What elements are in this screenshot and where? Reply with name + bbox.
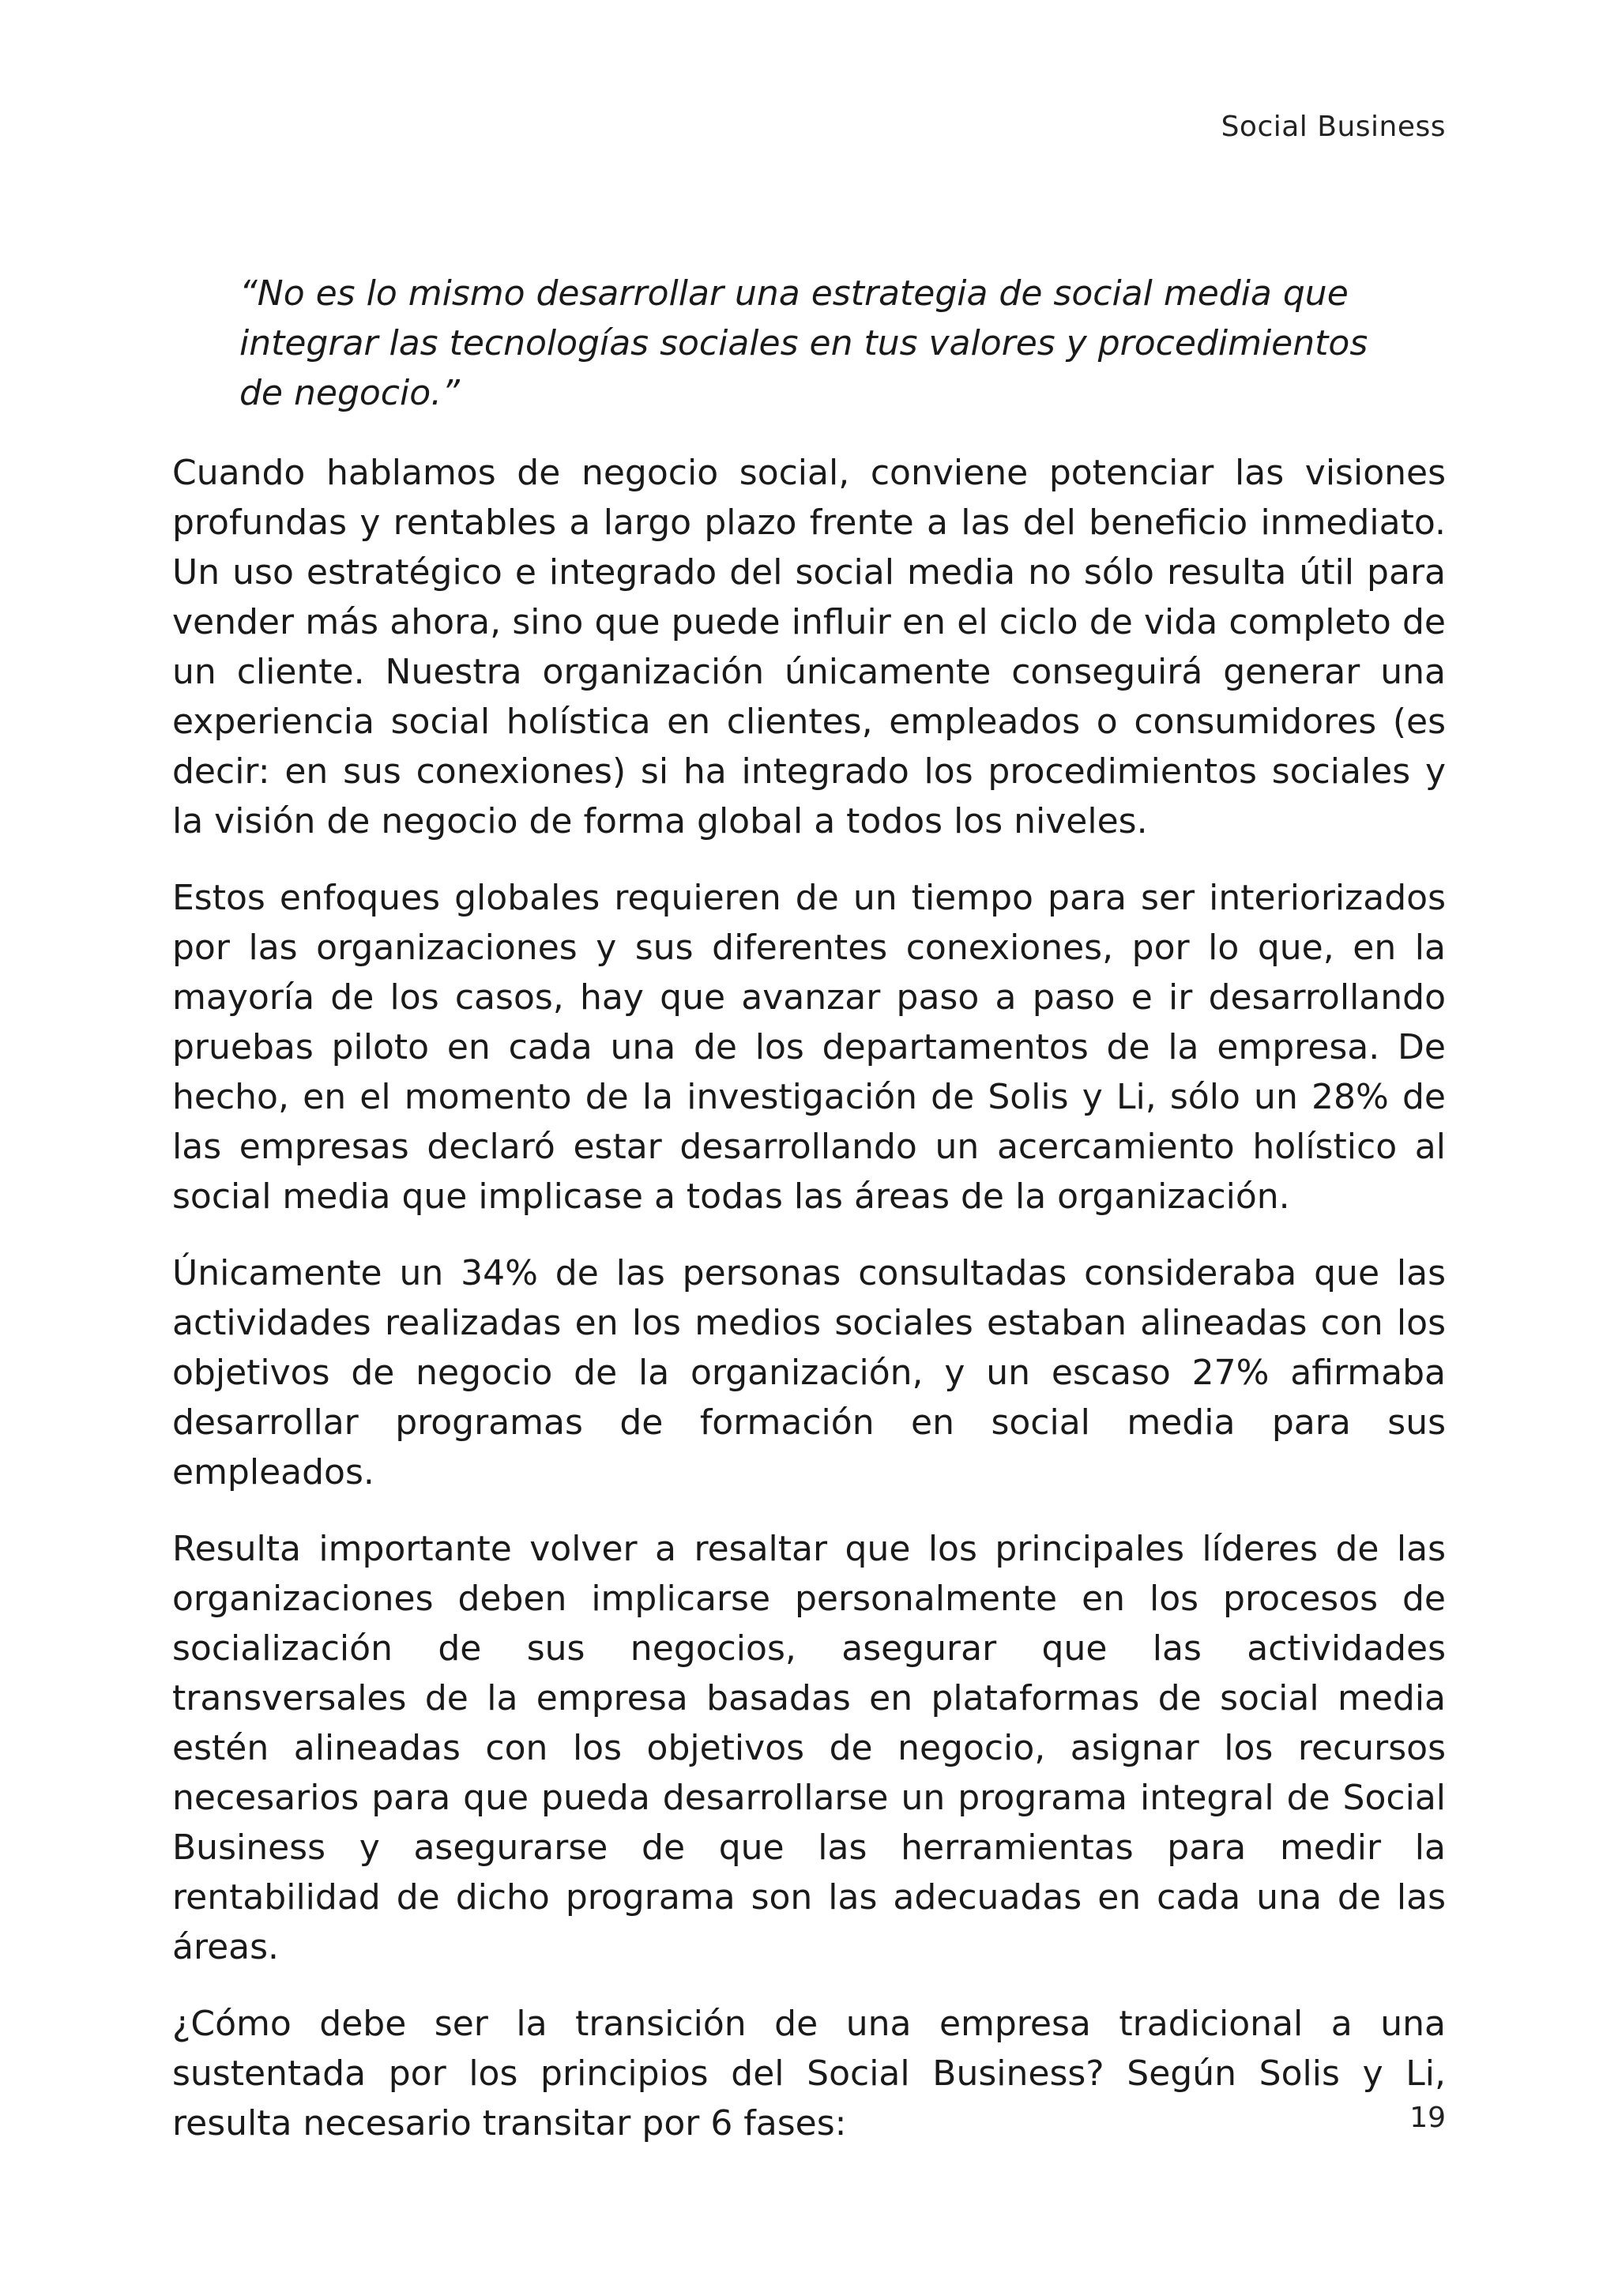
pull-quote: “No es lo mismo desarrollar una estrategia de social media que integrar las tecnologías sociales en tus valores y procedimientos de negocio.” <box>239 273 1368 413</box>
page-body <box>172 269 1446 2175</box>
paragraph-4: Resulta importante volver a resaltar que los principales líderes de las organizaciones deben implicarse personalmente en los procesos de socialización de sus negocios, asegurar que las actividades transversales de la empresa basadas en plataformas de social media estén alineadas con los objetivos de negocio, asignar los recursos necesarios para que pueda desarrollarse un programa integral de Social Business y asegurarse de que las herramientas para medir la rentabilidad de dicho programa son las adecuadas en cada una de las áreas. <box>172 1529 1446 1967</box>
paragraph-1: Cuando hablamos de negocio social, conviene potenciar las visiones profundas y rentables a largo plazo frente a las del beneficio inmediato. Un uso estratégico e integrado del social media no sólo resulta útil para vender más ahora, sino que puede influir en el ciclo de vida completo de un cliente. Nuestra organización únicamente conseguirá generar una experiencia social holística en clientes, empleados o consumidores (es decir: en sus conexiones) si ha integrado los procedimientos sociales y la visión de negocio de forma global a todos los niveles. <box>172 453 1446 841</box>
paragraph-3: Únicamente un 34% de las personas consultadas consideraba que las actividades realizadas en los medios sociales estaban alineadas con los objetivos de negocio de la organización, y un escaso 27% afirmaba desarrollar programas de formación en social media para sus empleados. <box>172 1253 1446 1492</box>
paragraph-5: ¿Cómo debe ser la transición de una empresa tradicional a una sustentada por los principios del Social Business? Según Solis y Li, resulta necesario transitar por 6 fases: <box>172 2004 1446 2144</box>
page-number: 19 <box>1409 2102 1446 2134</box>
running-header: Social Business <box>1221 111 1446 143</box>
paragraph-2: Estos enfoques globales requieren de un tiempo para ser interiorizados por las organizaciones y sus diferentes conexiones, por lo que, en la mayoría de los casos, hay que avanzar paso a paso e ir desarrollando pruebas piloto en cada una de los departamentos de la empresa. De hecho, en el momento de la investigación de Solis y Li, sólo un 28% de las empresas declaró estar desarrollando un acercamiento holístico al social media que implicase a todas las áreas de la organización. <box>172 878 1446 1217</box>
